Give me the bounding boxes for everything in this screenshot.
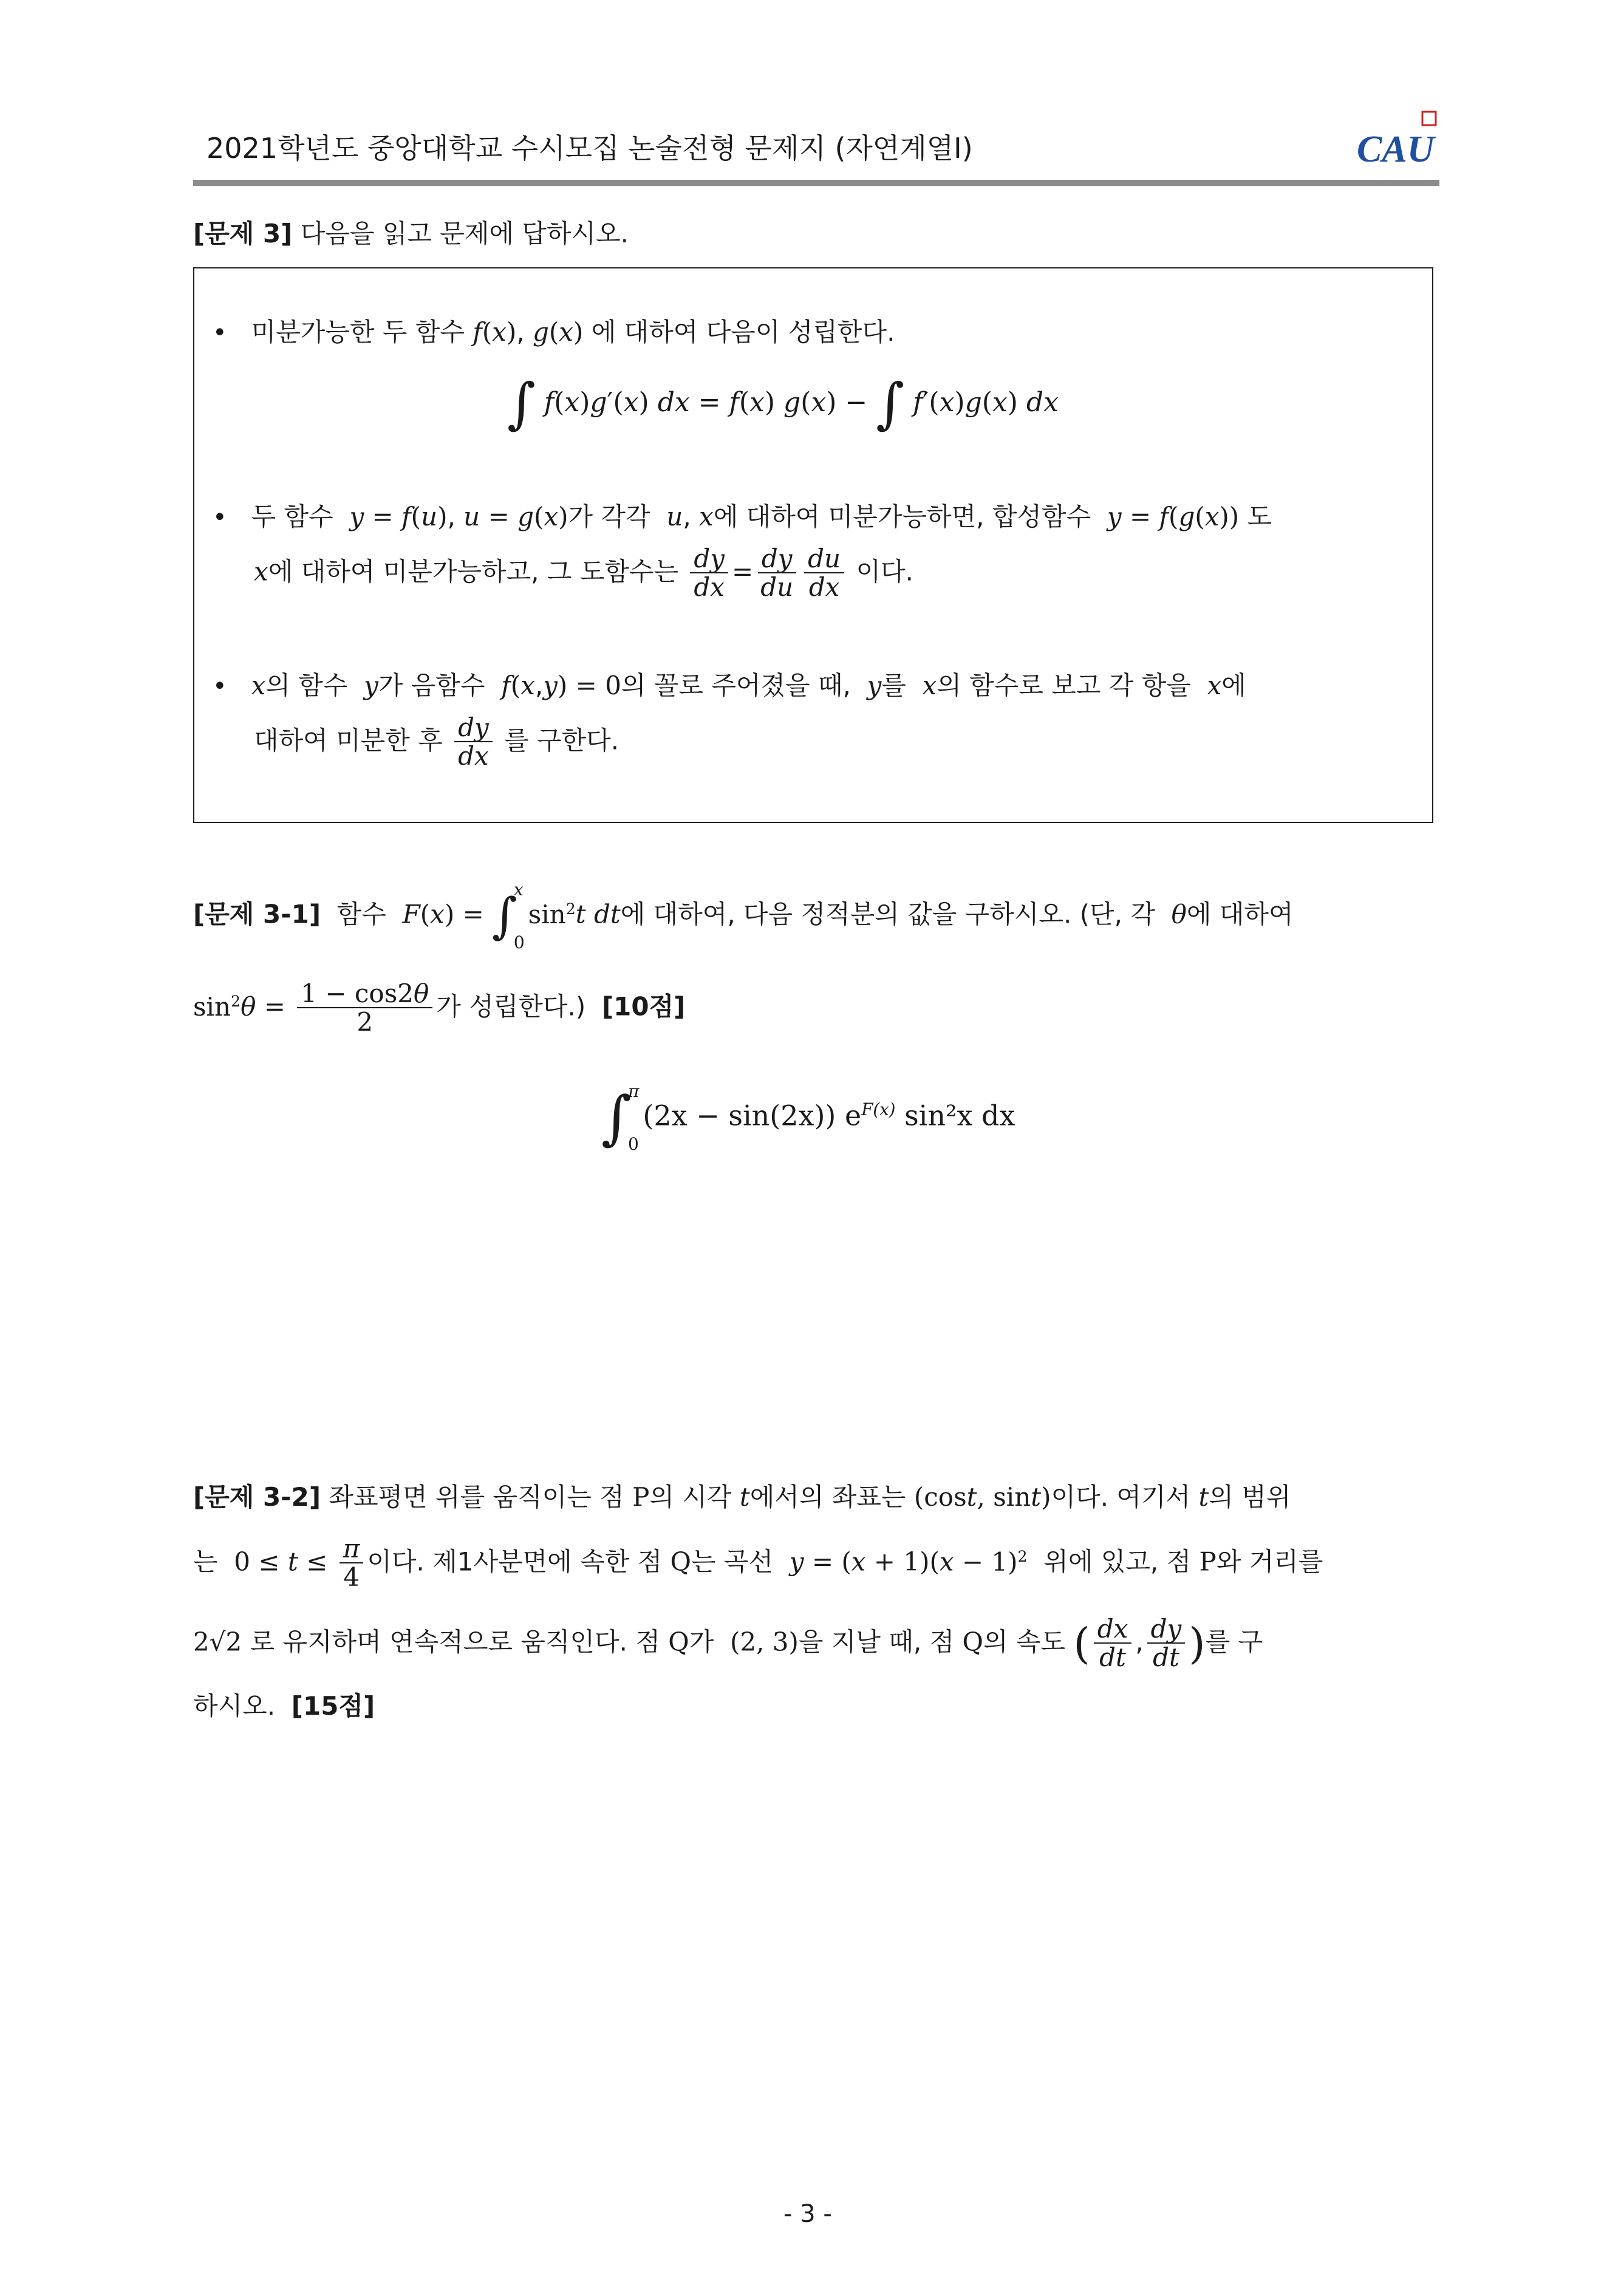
university-logo — [1354, 108, 1439, 175]
page-header-title: 2021학년도 중앙대학교 수시모집 논술전형 문제지 (자연계열Ⅰ) — [206, 132, 973, 165]
problem-3-label: [문제 3] — [193, 219, 293, 248]
bullet-dot: • — [213, 319, 227, 347]
integration-by-parts-formula: ∫ f(x)g′(x) dx = f(x) g(x) − ∫ f′(x)g(x) dx — [507, 372, 1059, 436]
problem-3-1-line-1: [문제 3-1] 함수 F(x) = ∫ x 0 $\sin^2t$ dt에 대하여, 다음 정적분의 값을 구하시오. (단, 각 θ에 대하여 — [193, 880, 1294, 952]
bullet-3-line-1: • x의 함수 y가 음함수 f(x,y) = 0의 꼴로 주어졌을 때, y를 x의 함수로 보고 각 항을 x에 — [213, 671, 1246, 700]
problem-3-2-points: [15점] — [291, 1691, 375, 1721]
bullet-2-line-2: x에 대하여 미분가능하고, 그 도함수는 $\frac{dy}{dx}$ = $\frac{dy}{du}$ $\frac{du}{dx}$ 이다. — [254, 544, 913, 603]
bullet-1: • 미분가능한 두 함수 f(x), g(x) 에 대하여 다음이 성립한다. — [213, 317, 895, 347]
problem-3-1-line-2: $\sin^2\theta$ = $\frac{1 - \cos 2\theta}{2}$ 가 성립한다.) [10점] — [193, 979, 686, 1037]
header-divider — [193, 180, 1439, 186]
problem-3-2-line-1: [문제 3-2] 좌표평면 위를 움직이는 점 P의 시각 t에서의 좌표는 (cost, sint)이다. 여기서 t의 범위 — [193, 1482, 1291, 1512]
bullet-2-line-1: • 두 함수 y = f(u), u = g(x)가 각각 u, x에 대하여 미분가능하면, 합성함수 y = f(g(x)) 도 — [213, 502, 1272, 531]
problem-3-2-line-4: 하시오. [15점] — [193, 1691, 375, 1721]
problem-3-intro: 다음을 읽고 문제에 답하시오. — [300, 219, 629, 248]
problem-3-1-points: [10점] — [601, 991, 686, 1022]
problem-3-heading — [193, 214, 629, 250]
problem-3-2-line-3: 2√2 로 유지하며 연속적으로 움직인다. 점 Q가 (2, 3)을 지날 때, 점 Q의 속도 ( $\frac{dx}{dt}$ , $\frac{dy}{dt}$ )를 구 — [193, 1614, 1263, 1673]
problem-3-2-label: [문제 3-2] — [193, 1482, 321, 1512]
svg-text:CAU: CAU — [1357, 129, 1435, 170]
bullet-3-line-2: 대하여 미분한 후 $\frac{dy}{dx}$ 를 구한다. — [254, 712, 619, 771]
bullet-dot: • — [213, 672, 227, 700]
bullet-dot: • — [213, 504, 227, 531]
problem-3-1-integral: ∫ π 0 (2x − sin(2x)) $e^{F(x)}$ sin²x dx — [601, 1081, 1015, 1154]
page-number: - 3 - — [783, 2200, 832, 2228]
problem-3-1-label: [문제 3-1] — [193, 899, 321, 929]
problem-3-2-line-2: 는 0 ≤ t ≤ $\frac{\pi}{4}$ 이다. 제1사분면에 속한 점 Q는 곡선 $y = (x + 1)(x - 1)^2$ 위에 있고, 점 P와 거리를 — [193, 1534, 1323, 1593]
